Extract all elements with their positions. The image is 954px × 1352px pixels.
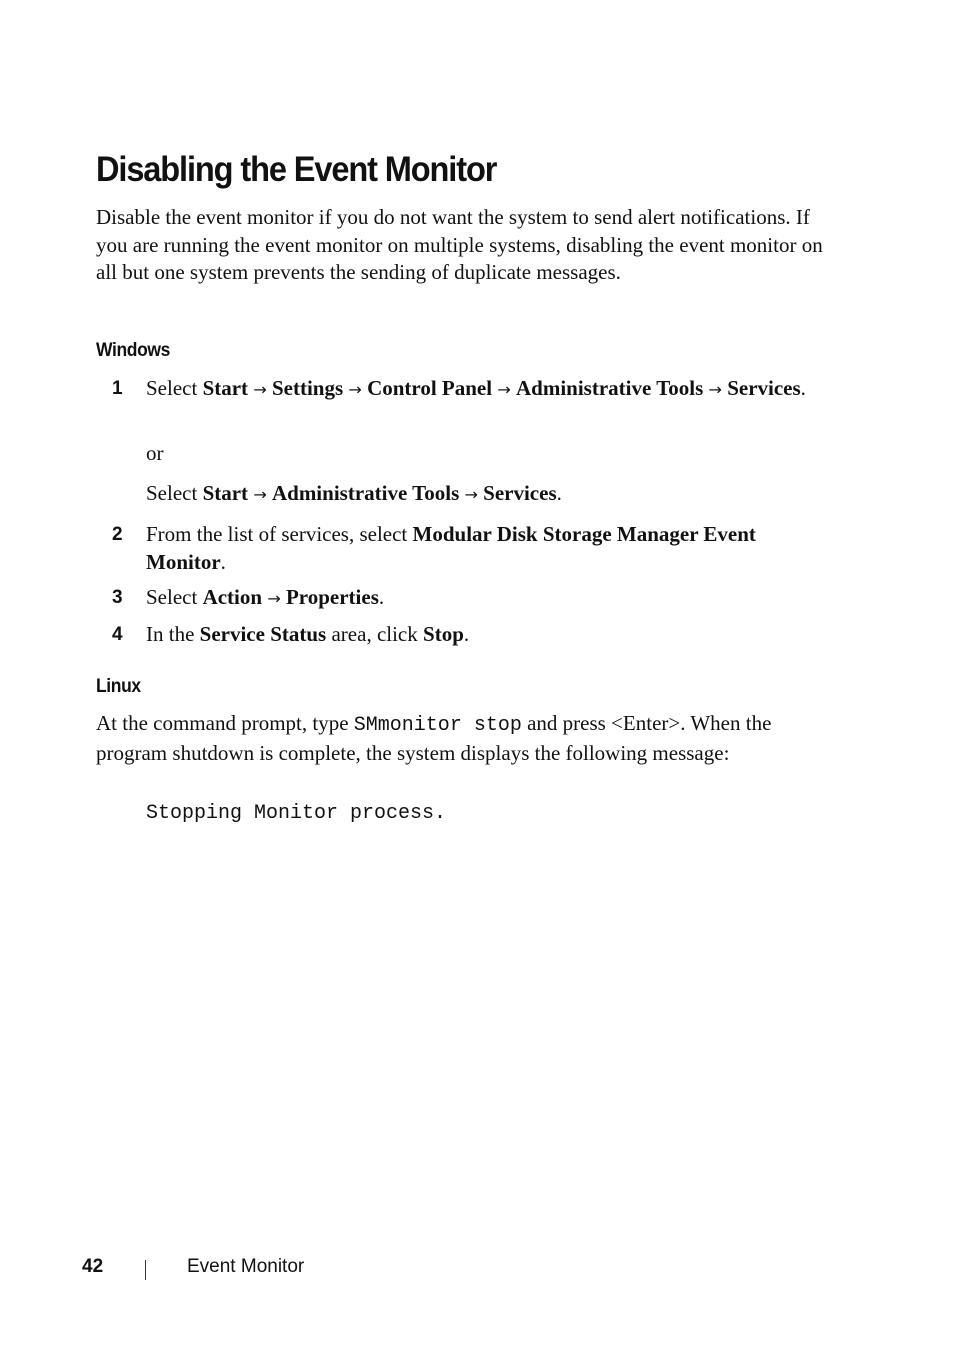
intro-paragraph: Disable the event monitor if you do not want the system to send alert notifications. If you are running the event monitor on multiple systems, disabling the event monitor on all but one system prevents the sending of duplicate messages. bbox=[96, 205, 823, 284]
service-name: Modular Disk Storage Manager Event Monitor bbox=[146, 522, 756, 574]
service-status-label: Service Status bbox=[199, 622, 327, 646]
arrow-icon: → bbox=[253, 485, 267, 504]
linux-text-prefix: At the command prompt, type bbox=[96, 711, 349, 735]
menu-path-admin-tools: Administrative Tools bbox=[271, 481, 460, 505]
arrow-icon: → bbox=[708, 380, 722, 399]
step-text-middle: area, click bbox=[331, 622, 418, 646]
arrow-icon: → bbox=[267, 589, 281, 608]
footer-section-title: Event Monitor bbox=[187, 1256, 305, 1277]
menu-path-services: Services bbox=[727, 376, 801, 400]
step-text-prefix: In the bbox=[146, 622, 195, 646]
command-text: SMmonitor stop bbox=[353, 714, 522, 737]
message-code-block: Stopping Monitor process. bbox=[146, 802, 447, 825]
menu-path-action: Action bbox=[202, 585, 263, 609]
menu-path-start: Start bbox=[202, 481, 249, 505]
step-number: 1 bbox=[112, 378, 123, 399]
step-1-alternative: Select Start → Administrative Tools → Services. bbox=[146, 481, 562, 505]
step-verb: Select bbox=[146, 376, 198, 400]
stop-label: Stop bbox=[423, 622, 464, 646]
page-title: Disabling the Event Monitor bbox=[96, 150, 497, 189]
step-1-or: or bbox=[146, 441, 164, 465]
linux-heading: Linux bbox=[96, 676, 141, 697]
step-text: From the list of services, select Modular Disk Storage Manager Event Monitor. bbox=[146, 522, 756, 574]
menu-path-admin-tools: Administrative Tools bbox=[516, 376, 704, 400]
step-text: Select Action → Properties. bbox=[146, 585, 385, 609]
arrow-icon: → bbox=[497, 380, 511, 399]
linux-paragraph bbox=[96, 710, 826, 767]
footer-divider bbox=[145, 1260, 146, 1280]
step-verb: Select bbox=[146, 481, 198, 505]
arrow-icon: → bbox=[348, 380, 362, 399]
menu-path-services: Services bbox=[483, 481, 557, 505]
page-number: 42 bbox=[82, 1256, 104, 1277]
arrow-icon: → bbox=[253, 380, 267, 399]
menu-path-settings: Settings bbox=[271, 376, 344, 400]
menu-path-control-panel: Control Panel bbox=[367, 376, 493, 400]
step-text: Select Start → Settings → Control Panel → Administrative Tools → Services. bbox=[146, 376, 806, 400]
windows-heading: Windows bbox=[96, 340, 170, 361]
menu-path-start: Start bbox=[202, 376, 249, 400]
step-text-prefix: From the list of services, select bbox=[146, 522, 408, 546]
menu-path-properties: Properties bbox=[285, 585, 379, 609]
linux-text-suffix: and press <Enter>. When the program shutdown is complete, the system displays the following message: bbox=[96, 711, 772, 765]
step-verb: Select bbox=[146, 585, 198, 609]
arrow-icon: → bbox=[464, 485, 478, 504]
step-number: 4 bbox=[112, 624, 123, 645]
step-number: 3 bbox=[112, 587, 123, 608]
step-number: 2 bbox=[112, 524, 123, 545]
step-text: In the Service Status area, click Stop. bbox=[146, 622, 470, 646]
